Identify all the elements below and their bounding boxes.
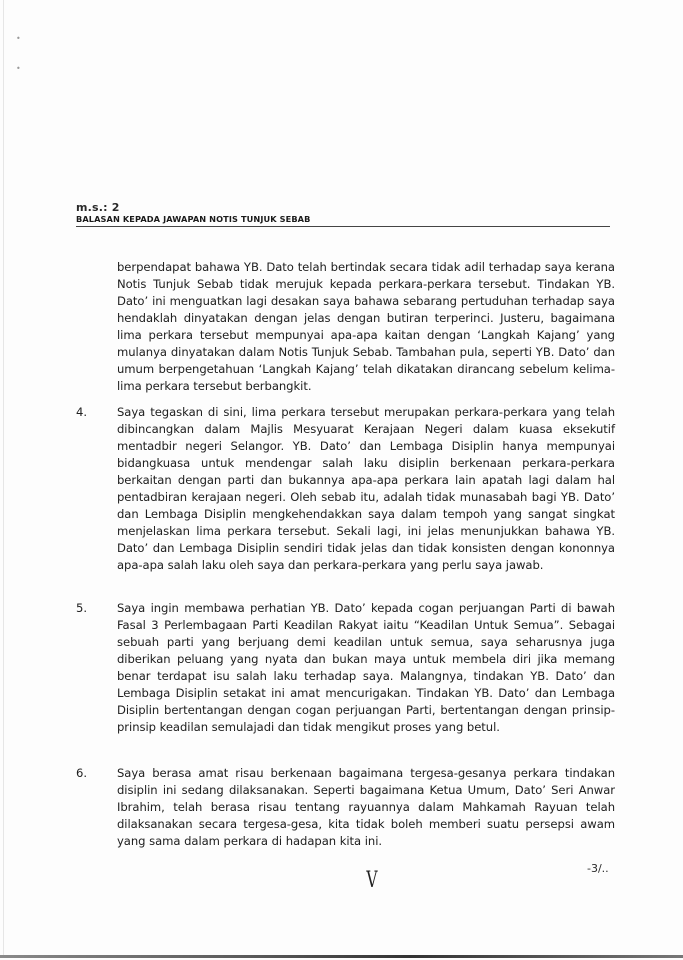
paragraph-number: 4. — [76, 405, 88, 419]
handwritten-initial: V — [366, 868, 378, 893]
page-edge — [3, 0, 4, 958]
page-number-label: m.s.: 2 — [76, 201, 120, 214]
paragraph-4: Saya tegaskan di sini, lima perkara tersebut merupakan perkara-perkara yang telah dibincangkan dalam Majlis Mesyuarat Kerajaan Negeri dalam kuasa eksekutif mentadbir negeri Selangor. YB. Dato’ dan Lembaga Disiplin hanya mempunyai bidangkuasa untuk mendengar salah laku disiplin berkenaan perkara-perkara berkaitan dengan parti dan bukannya apa-apa perkara lain apatah lagi dalam hal pentadbiran kerajaan negeri. Oleh sebab itu, adalah tidak munasabah bagi YB. Dato’ dan Lembaga Disiplin mengkehendakkan saya dalam tempoh yang sangat singkat menjelaskan lima perkara tersebut. Sekali lagi, ini jelas menunjukkan bahawa YB. Dato’ dan Lembaga Disiplin sendiri tidak jelas dan tidak konsisten dengan kononnya apa-apa salah laku oleh saya dan perkara-perkara yang perlu saya jawab. — [117, 405, 615, 572]
next-page-marker: -3/.. — [587, 862, 609, 875]
document-title: BALASAN KEPADA JAWAPAN NOTIS TUNJUK SEBAB — [76, 214, 311, 224]
page-header — [76, 202, 610, 227]
paragraph-6: Saya berasa amat risau berkenaan bagaimana tergesa-gesanya perkara tindakan disiplin ini sedang dilaksanakan. Seperti bagaimana Ketua Umum, Dato’ Seri Anwar Ibrahim, telah berasa risau tentang rayuannya dalam Mahkamah Rayuan telah dilaksanakan secara tergesa-gesa, kita tidak boleh memberi suatu persepsi awam yang sama dalam perkara di hadapan kita ini. — [117, 766, 615, 848]
header-divider — [76, 226, 610, 227]
paragraph-number: 6. — [76, 766, 88, 780]
paragraph-continuation: berpendapat bahawa YB. Dato telah bertindak secara tidak adil terhadap saya kerana Notis Tunjuk Sebab tidak merujuk kepada perkara-perkara tersebut. Tindakan YB. Dato’ ini menguatkan lagi desakan saya bahawa sebarang pertuduhan terhadap saya hendaklah dinyatakan dengan jelas dengan butiran terperinci. Justeru, bagaimana lima perkara tersebut mempunyai apa-apa kaitan dengan ‘Langkah Kajang’ yang mulanya dinyatakan dalam Notis Tunjuk Sebab. Tambahan pula, seperti YB. Dato’ dan umum berpengetahuan ‘Langkah Kajang’ telah dikatakan dirancang sebelum kelima-lima perkara tersebut berbangkit. — [117, 260, 615, 393]
paragraph-number: 5. — [76, 601, 88, 615]
paragraph-5: Saya ingin membawa perhatian YB. Dato’ kepada cogan perjuangan Parti di bawah Fasal 3 Perlembagaan Parti Keadilan Rakyat iaitu “Keadilan Untuk Semua”. Sebagai sebuah parti yang berjuang demi keadilan untuk semua, saya seharusnya juga diberikan peluang yang nyata dan bukan maya untuk membela diri jika memang benar terdapat isu salah laku terhadap saya. Malangnya, tindakan YB. Dato’ dan Lembaga Disiplin setakat ini amat mencurigakan. Tindakan YB. Dato’ dan Lembaga Disiplin bertentangan dengan cogan perjuangan Parti, bertentangan dengan prinsip-prinsip keadilan semulajadi dan tidak mengikut proses yang betul. — [117, 601, 615, 734]
page-bottom-edge — [0, 955, 683, 958]
scan-specks: • • — [16, 34, 21, 73]
